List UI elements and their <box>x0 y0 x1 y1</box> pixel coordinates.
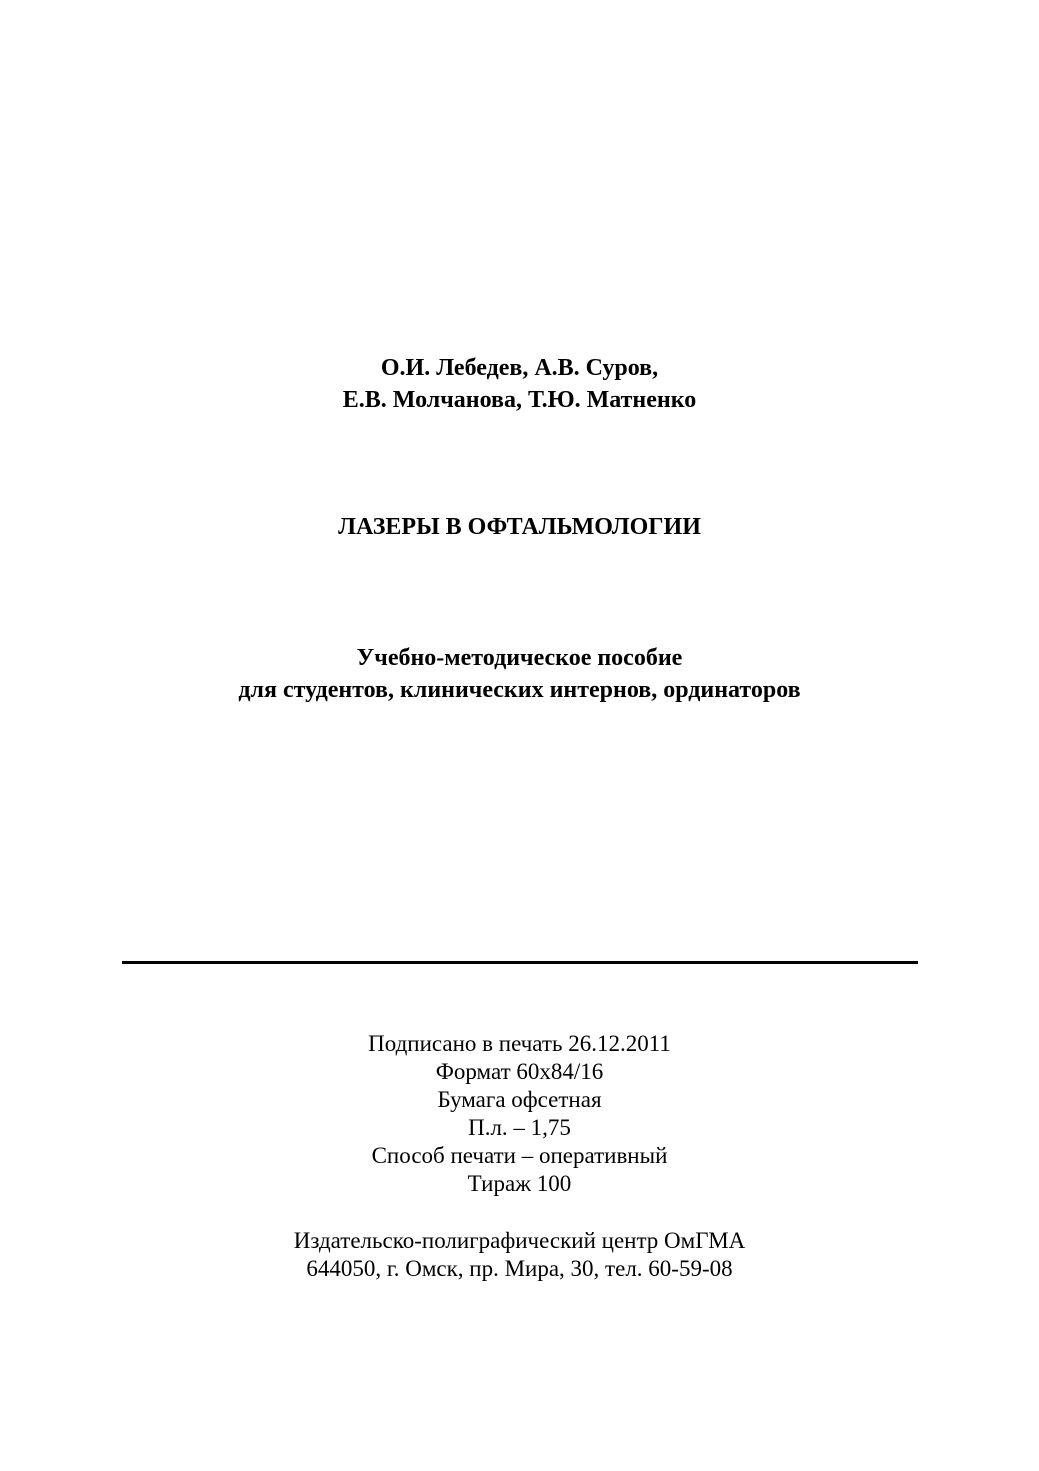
publisher-address: 644050, г. Омск, пр. Мира, 30, тел. 60-59-08 <box>306 1256 733 1281</box>
horizontal-divider <box>122 961 918 964</box>
imprint-paper: Бумага офсетная <box>437 1087 602 1112</box>
authors <box>0 352 1039 416</box>
imprint-info <box>0 1030 1039 1198</box>
document-title <box>0 511 1039 543</box>
publisher-info <box>0 1227 1039 1283</box>
imprint-print-method: Способ печати – оперативный <box>371 1143 668 1168</box>
imprint-sheets: П.л. – 1,75 <box>468 1115 571 1140</box>
subtitle-line-2: для студентов, клинических интернов, ординаторов <box>238 677 801 703</box>
authors-line-2: Е.В. Молчанова, Т.Ю. Матненко <box>342 387 697 413</box>
imprint-format: Формат 60х84/16 <box>435 1059 604 1084</box>
subtitle-line-1: Учебно-методическое пособие <box>356 645 683 671</box>
authors-line-1: О.И. Лебедев, А.В. Суров, <box>380 355 659 381</box>
title-text: ЛАЗЕРЫ В ОФТАЛЬМОЛОГИИ <box>338 514 701 540</box>
imprint-signed: Подписано в печать 26.12.2011 <box>368 1031 671 1056</box>
imprint-circulation: Тираж 100 <box>467 1171 572 1196</box>
publisher-name: Издательско-полиграфический центр ОмГМА <box>293 1228 746 1253</box>
document-subtitle <box>0 642 1039 706</box>
